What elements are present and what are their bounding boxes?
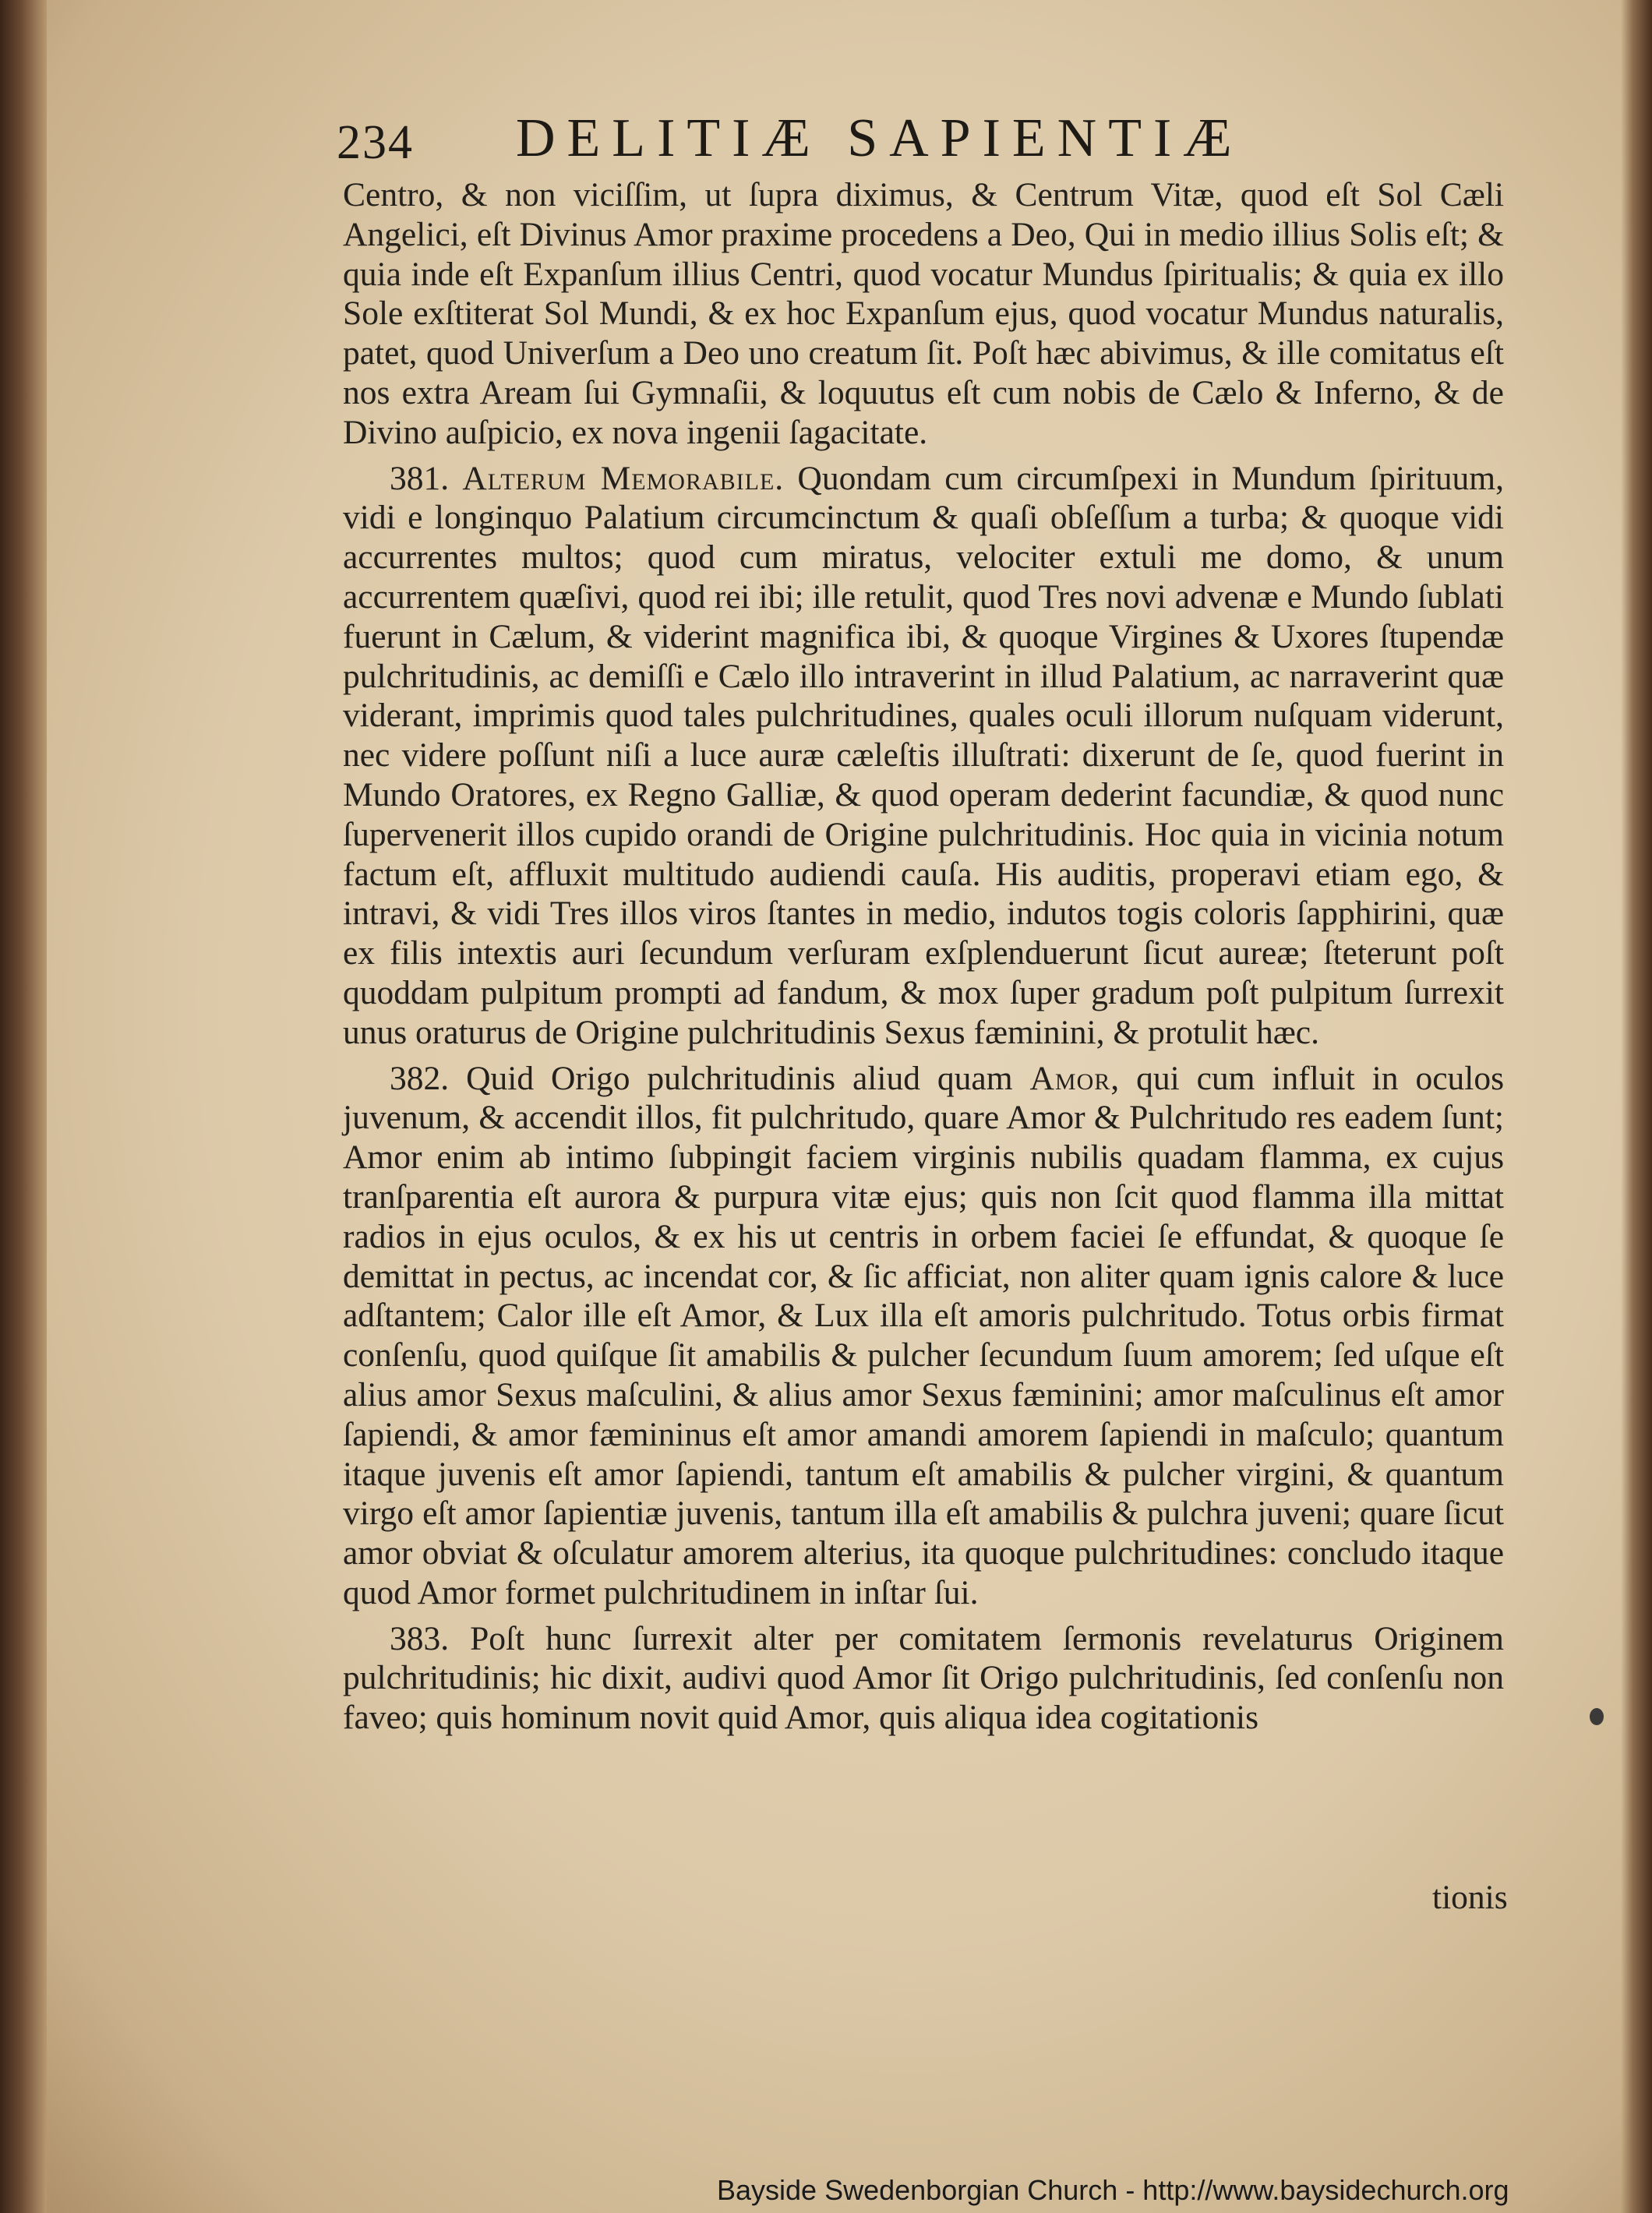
paragraph-383	[343, 1619, 1504, 1738]
paragraph-number: 381.	[390, 459, 450, 497]
emphasis-word: Amor	[1029, 1059, 1111, 1097]
body-text	[343, 175, 1504, 1921]
paragraph-body: Poſt hunc ſurrexit alter per comitatem ſermonis revelaturus Originem pulchritudinis; hic dixit, audivi quod Amor ſit Origo pulchritudinis, ſed conſenſu non faveo; quis hominum novit quid Amor, quis aliqua idea cogitationis	[343, 1619, 1504, 1737]
section-heading: Alterum Memorabile.	[462, 459, 785, 497]
paragraph-382	[343, 1059, 1504, 1613]
ink-spot	[1590, 1708, 1604, 1725]
page-edge	[1621, 0, 1652, 2213]
paragraph-body: Quondam cum circumſpexi in Mundum ſpirituum, vidi e longinquo Palatium circumcinctum & quaſi obſeſſum a turba; & quoque vidi accurrentes multos; quod cum miratus, velociter extuli me domo, & unum accurrentem quæſivi, quod rei ibi; ille retulit, quod Tres novi advenæ e Mundo ſublati fuerunt in Cælum, & viderint magnifica ibi, & quoque Virgines & Uxores ſtupendæ pulchritudinis, ac demiſſi e Cælo illo intraverint in illud Palatium, ac narraverint quæ viderant, imprimis quod tales pulchritudines, quales oculi illorum nuſquam viderunt, nec videre poſſunt niſi a luce auræ cæleſtis illuſtrati: dixerunt de ſe, quod fuerint in Mundo Oratores, ex Regno Galliæ, & quod operam dederint facundiæ, & quod nunc ſupervenerit illos cupido orandi de Origine pulchritudinis. Hoc quia in vicinia notum factum eſt, affluxit multitudo audiendi cauſa. His auditis, properavi etiam ego, & intravi, & vidi Tres illos viros ſtantes in medio, indutos togis coloris ſapphirini, quæ ex filis intextis auri ſecundum verſuram exſplenduerunt ſicut aureæ; ſteterunt poſt quoddam pulpitum prompti ad fandum, & mox ſuper gradum poſt pulpitum ſurrexit unus oraturus de Origine pulchritudinis Sexus fæminini, & protulit hæc.	[343, 459, 1504, 1051]
paragraph-body: , qui cum influit in oculos juvenum, & accendit illos, fit pulchritudo, quare Amor & Pulchritudo res eadem ſunt; Amor enim ab intimo ſubpingit faciem virginis nubilis quadam flamma, ex cujus tranſparentia eſt aurora & purpura vitæ ejus; quis non ſcit quod flamma illa mittat radios in ejus oculos, & ex his ut centris in orbem faciei ſe effundat, & quoque ſe demittat in pectus, ac incendat cor, & ſic afficiat, non aliter quam ignis calore & luce adſtantem; Calor ille eſt Amor, & Lux illa eſt amoris pulchritudo. Totus orbis firmat conſenſu, quod quiſque ſit amabilis & pulcher ſecundum ſuum amorem; ſed uſque eſt alius amor Sexus maſculini, & alius amor Sexus fæminini; amor maſculinus eſt amor ſapiendi, & amor fæmininus eſt amor amandi amorem ſapiendi in maſculo; quantum itaque juvenis eſt amor ſapiendi, tantum eſt amabilis & pulcher virgini, & quantum virgo eſt amor ſapientiæ juvenis, tantum illa eſt amabilis & pulchra juveni; quare ſicut amor obviat & oſculatur amorem alterius, ita quoque pulchritudines: concludo itaque quod Amor formet pulchritudinem in inſtar ſui.	[343, 1059, 1505, 1611]
running-title: DELITIÆ SAPIENTIÆ	[516, 108, 1244, 168]
paragraph-continuation: Centro, & non viciſſim, ut ſupra diximus, & Centrum Vitæ, quod eſt Sol Cæli Angelici, eſt Divinus Amor praxime procedens a Deo, Qui in medio illius Solis eſt; & quia inde eſt Expanſum illius Centri, quod vocatur Mundus ſpiritualis; & quia ex illo Sole exſtiterat Sol Mundi, & ex hoc Expanſum ejus, quod vocatur Mundus naturalis, patet, quod Univerſum a Deo uno creatum ſit. Poſt hæc abivimus, & ille comitatus eſt nos extra Aream ſui Gymnaſii, & loquutus eſt cum nobis de Cælo & Inferno, & de Divino auſpicio, ex nova ingenii ſagacitate.	[343, 176, 1504, 451]
binding-edge	[0, 0, 47, 2213]
paragraph-381	[343, 459, 1504, 1053]
paragraph-number: 383.	[390, 1619, 450, 1657]
paragraph-number: 382.	[390, 1059, 450, 1097]
running-header	[337, 108, 1506, 170]
catchword: tionis	[1432, 1879, 1508, 1916]
watermark: Bayside Swedenborgian Church - http://www.baysidechurch.org	[717, 2174, 1509, 2206]
page-number: 234	[337, 116, 414, 169]
paragraph-body: Quid Origo pulchritudinis aliud quam	[466, 1059, 1013, 1097]
